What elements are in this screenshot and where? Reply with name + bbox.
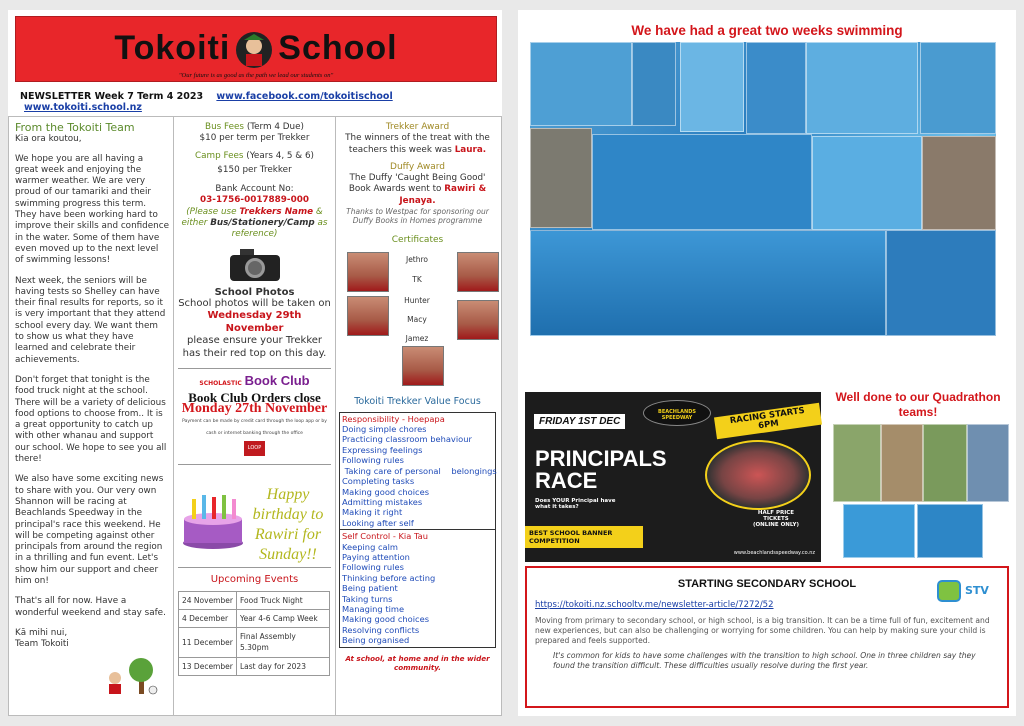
trekker-award-text xyxy=(339,133,496,156)
message-greeting: Kia ora koutou, xyxy=(15,134,82,145)
principals-race-poster xyxy=(525,392,821,562)
photos-line: please ensure your Trekker has their red top on this day. xyxy=(182,335,327,359)
duffy-thanks: Thanks to Westpac for sponsoring our Duffy Books in Homes programme xyxy=(346,207,489,226)
photos-date: Wednesday 29th November xyxy=(207,310,302,334)
bank-label: Bank Account No: xyxy=(215,184,294,195)
camp-fees-amount: $150 per Trekker xyxy=(217,164,292,175)
race-date: FRIDAY 1ST DEC xyxy=(534,414,625,429)
value-item: Thinking before acting xyxy=(342,572,436,583)
awards-column xyxy=(339,122,496,672)
event-row xyxy=(179,657,330,675)
quad-photo xyxy=(967,424,1009,502)
event-date: 13 December xyxy=(179,657,237,675)
student-photo xyxy=(402,346,444,386)
facebook-link[interactable]: www.facebook.com/tokoitischool xyxy=(216,91,393,102)
value-item: Being patient xyxy=(342,583,398,594)
trekker-award-body: The winners of the treat with the teachers this week was xyxy=(345,133,490,155)
message-heading: From the Tokoiti Team xyxy=(15,121,135,134)
value-item: Making good choices xyxy=(342,614,430,625)
event-date: 24 November xyxy=(179,591,237,609)
event-description: Final Assembly 5.30pm xyxy=(237,628,330,658)
signoff-line: Kā mihi nui, xyxy=(15,627,68,638)
race-title xyxy=(535,448,667,492)
secondary-note: It's common for kids to have some challenges with the transition to high school. One in three children say they found the transition difficult. These difficulties usually resolve during the first year. xyxy=(553,651,976,670)
swim-photo xyxy=(920,42,996,134)
value-item: Keeping calm xyxy=(342,541,399,552)
values-footer: At school, at home and in the wider community. xyxy=(345,653,490,672)
title-right: School xyxy=(278,29,398,67)
title-left: Tokoiti xyxy=(114,29,231,67)
certificates-title: Certificates xyxy=(391,235,444,246)
value-item: Practicing classroom behaviour xyxy=(342,434,472,445)
value-item: Following rules xyxy=(342,455,404,466)
signoff-line: Team Tokoiti xyxy=(15,639,69,650)
swimming-heading: We have had a great two weeks swimming xyxy=(631,23,903,38)
banner-competition: BEST SCHOOL BANNER COMPETITION xyxy=(525,526,643,548)
value-item: Doing simple chores xyxy=(342,424,427,435)
student-photo xyxy=(457,252,499,292)
race-start-time: RACING STARTS 6PM xyxy=(714,403,822,440)
quadrathon-heading: Well done to our Quadrathon teams! xyxy=(835,390,1001,419)
self-control-heading: Self Control - Kia Tau xyxy=(342,531,428,542)
book-club-footer: LOOP xyxy=(244,441,266,456)
swimming-photo-collage xyxy=(530,42,996,336)
quad-photo xyxy=(881,424,923,502)
message-paragraph: Don't forget that tonight is the food truck night at the school. There will be a variety of delicious food options to choose from.. It is a great opportunity to catch up with other whanau and support our school. We hope to see you all there! xyxy=(15,374,167,465)
swim-photo xyxy=(806,42,918,134)
bus-fees-title: Bus Fees xyxy=(205,122,245,132)
newsletter-info-row xyxy=(20,91,502,113)
value-item: Completing tasks xyxy=(342,476,415,487)
message-paragraph: That's all for now. Have a wonderful weekend and stay safe. xyxy=(15,596,166,618)
birthday-box xyxy=(178,471,331,567)
value-item: Managing time xyxy=(342,603,405,614)
duffy-award-body: The Duffy 'Caught Being Good' Book Awards went to xyxy=(348,173,486,195)
swim-photo xyxy=(530,230,886,336)
book-club-payment-note: Payment can be made by credit card through the loop app or by cash or internet banking through the office xyxy=(182,419,327,436)
newsletter-page-1 xyxy=(8,10,502,716)
bus-fees-term: (Term 4 Due) xyxy=(246,122,304,132)
speedway-website: www.beachlandsspeedway.co.nz xyxy=(733,550,815,556)
swim-photo xyxy=(680,42,744,132)
event-date: 11 December xyxy=(179,628,237,658)
photos-line: School photos will be taken on xyxy=(178,297,331,309)
swim-photo xyxy=(886,230,996,336)
value-item: Taking care of personal belongings xyxy=(342,465,497,476)
event-description: Food Truck Night xyxy=(237,591,330,609)
quadrathon-photos xyxy=(833,424,1009,560)
self-control-section xyxy=(340,529,495,646)
note-part: & either xyxy=(181,206,323,229)
swim-photo xyxy=(632,42,676,126)
school-motto: "Our future is as good as the path we lead our students on" xyxy=(178,72,334,79)
bus-fees-amount: $10 per term per Trekker xyxy=(199,133,310,144)
schooltv-article-link[interactable]: https://tokoiti.nz.schooltv.me/newsletter-article/7272/52 xyxy=(535,600,774,610)
swim-photo xyxy=(922,136,996,230)
scholastic-brand: SCHOLASTIC xyxy=(199,380,242,388)
event-description: Year 4-6 Camp Week xyxy=(237,609,330,627)
book-club-date: Monday 27th November xyxy=(181,401,328,417)
value-item: Admitting mistakes xyxy=(342,496,423,507)
book-club-flyer xyxy=(178,375,331,456)
trekker-award-title: Trekker Award xyxy=(385,122,450,132)
race-title-line: RACE xyxy=(535,468,598,493)
student-photo xyxy=(457,300,499,340)
swim-photo xyxy=(530,42,632,126)
masthead xyxy=(15,16,497,82)
school-title xyxy=(16,29,496,70)
schooltv-logo xyxy=(937,578,993,606)
student-photo xyxy=(347,296,389,336)
responsibility-heading: Responsibility - Hoepapa xyxy=(342,413,445,424)
photos-title: School Photos xyxy=(214,286,295,298)
quad-photo xyxy=(923,424,967,502)
secondary-school-box xyxy=(525,566,1009,708)
note-part: as reference) xyxy=(231,218,328,240)
camera-icon xyxy=(230,247,280,281)
speedway-logo: BEACHLANDS SPEEDWAY xyxy=(643,400,711,426)
message-paragraph: We hope you are all having a great week and enjoying the warmer weather. We are very proud of our tamariki and their swimming progress this term. They have been working hard to improve their skills and confidence in the water. Some of them have even moved up to the next level of swimming lessons! xyxy=(15,153,170,266)
certificate-name: Hunter xyxy=(404,296,430,306)
student-photo xyxy=(347,252,389,292)
quad-photo xyxy=(843,504,915,558)
quad-photo xyxy=(833,424,881,502)
value-item: Making it right xyxy=(342,507,403,518)
duffy-award-title: Duffy Award xyxy=(390,161,445,172)
message-paragraph: We also have some exciting news to share with you. Our very own Shannon will be racing at Beachlands Speedway in the principal's race this weekend. He will be competing against other principals from around the region in a thrilling and fun event. Let's show him our support and cheer him on! xyxy=(15,474,164,586)
value-item: Looking after self xyxy=(342,517,414,528)
mascot-tree-icon xyxy=(101,656,161,696)
book-club-title: Book Club xyxy=(244,373,310,389)
note-reference: Bus/Stationery/Camp xyxy=(210,218,315,229)
race-title-line: PRINCIPALS xyxy=(535,446,667,471)
column-divider xyxy=(173,116,174,716)
tv-icon xyxy=(937,580,961,602)
school-logo-icon xyxy=(234,30,274,70)
divider xyxy=(178,464,331,465)
secondary-paragraph: Moving from primary to secondary school, or high school, is a big transition. It can be a time full of fun, excitement and new experiences, but can also be challenging or worrying for some children. You can help by making sure your child is prepared and feels supported. xyxy=(535,616,990,645)
responsibility-section xyxy=(340,413,495,529)
principal-message-column xyxy=(15,122,169,701)
newsletter-page-2 xyxy=(518,10,1016,716)
message-paragraph: Next week, the seniors will be having tests so Shelley can have their final results for reports, so it is very important that they attend school every day. We want them to show us what they have learned and celebrate their achievements. xyxy=(15,275,166,365)
note-trekker-name: Trekkers Name xyxy=(239,206,314,217)
upcoming-events-title: Upcoming Events xyxy=(210,574,299,586)
race-car-photo xyxy=(705,440,811,510)
value-item: Being organised xyxy=(342,635,410,646)
note-part: (Please use xyxy=(186,206,237,217)
values-box xyxy=(339,412,496,648)
newsletter-issue: NEWSLETTER Week 7 Term 4 2023 xyxy=(20,91,204,102)
event-row xyxy=(179,628,330,658)
duffy-award-winners: Rawiri & Jenaya. xyxy=(399,184,487,206)
book-club-orders: Book Club Orders close xyxy=(188,389,321,405)
certificate-name: Macy xyxy=(407,315,427,325)
swim-photo xyxy=(592,134,812,230)
divider xyxy=(178,368,331,369)
certificates-grid xyxy=(339,246,496,391)
value-item: Making good choices xyxy=(342,486,430,497)
swim-photo xyxy=(530,128,592,228)
events-table xyxy=(178,591,330,676)
quad-photo xyxy=(917,504,983,558)
value-item: Expressing feelings xyxy=(342,444,423,455)
value-item: Resolving conflicts xyxy=(342,624,420,635)
certificate-name: Jamez xyxy=(405,334,429,344)
event-row xyxy=(179,591,330,609)
swim-photo xyxy=(746,42,806,134)
fees-column xyxy=(178,122,331,676)
birthday-cake-icon xyxy=(180,485,246,551)
event-description: Last day for 2023 xyxy=(237,657,330,675)
divider xyxy=(178,567,331,568)
bank-reference-note xyxy=(178,207,331,241)
value-item: Paying attention xyxy=(342,551,410,562)
camp-fees-years: (Years 4, 5 & 6) xyxy=(246,150,314,161)
event-row xyxy=(179,609,330,627)
column-divider xyxy=(335,116,336,716)
half-price-tickets: HALF PRICE TICKETS (ONLINE ONLY) xyxy=(752,510,800,528)
birthday-message: Happy birthday to Rawiri for Sunday!! xyxy=(252,486,324,564)
swim-photo xyxy=(812,136,922,230)
event-date: 4 December xyxy=(179,609,237,627)
website-link[interactable]: www.tokoiti.school.nz xyxy=(24,102,142,113)
trekker-award-winner: Laura. xyxy=(454,144,487,155)
value-item: Following rules xyxy=(342,562,404,573)
secondary-title: STARTING SECONDARY SCHOOL xyxy=(677,578,857,590)
value-item: Taking turns xyxy=(342,593,393,604)
bank-number: 03-1756-0017889-000 xyxy=(200,195,309,206)
duffy-award-text xyxy=(339,173,496,207)
values-title: Tokoiti Trekker Value Focus xyxy=(354,396,481,408)
race-question: Does YOUR Principal have what it takes? xyxy=(535,498,616,510)
certificate-name: TK xyxy=(412,275,422,285)
camp-fees-title: Camp Fees xyxy=(195,150,244,161)
stv-label: STV xyxy=(965,584,989,597)
certificate-name: Jethro xyxy=(405,255,429,265)
